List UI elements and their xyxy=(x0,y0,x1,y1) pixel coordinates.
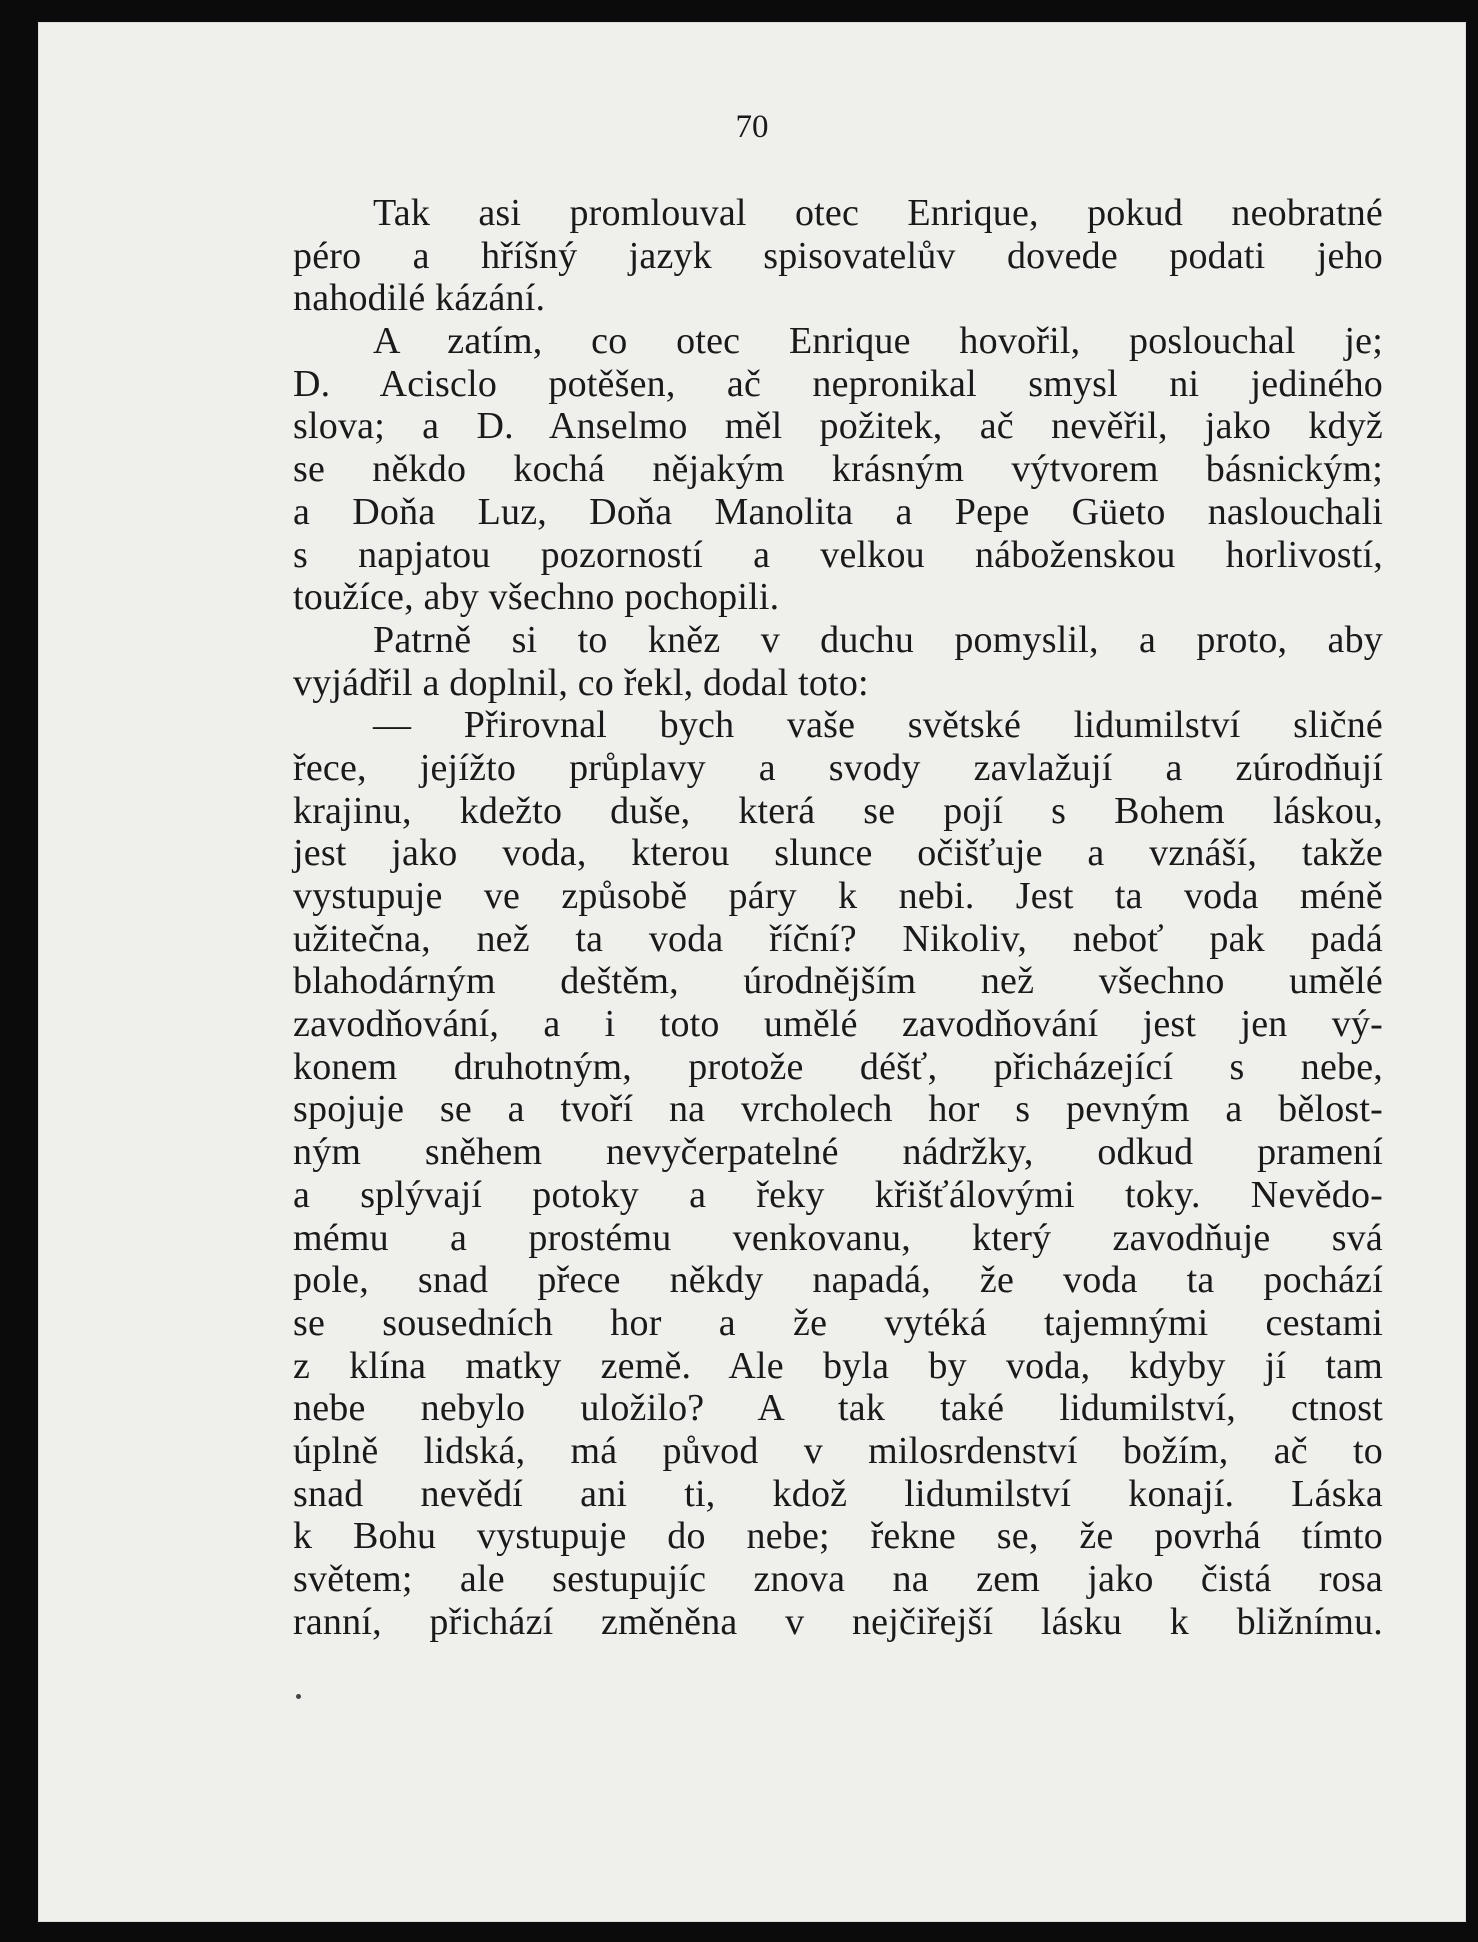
text-line: zavodňování, a i toto umělé zavodňování jest jen vý- xyxy=(293,1003,1383,1046)
text-line: Tak asi promlouval otec Enrique, pokud neobratné xyxy=(373,192,1383,234)
scan-speck xyxy=(296,1694,301,1699)
page-number: 70 xyxy=(735,109,769,145)
text-line: slova; a D. Anselmo měl požitek, ač nevěřil, jako když xyxy=(293,405,1383,448)
text-line: se někdo kochá nějakým krásným výtvorem básnickým; xyxy=(293,448,1383,491)
text-line: blahodárným deštěm, úrodnějším než všechno umělé xyxy=(293,960,1383,1003)
text-line: z klína matky země. Ale byla by voda, kdyby jí tam xyxy=(293,1344,1383,1387)
text-line: vyjádřil a doplnil, co řekl, dodal toto: xyxy=(293,661,869,704)
text-line: ným sněhem nevyčerpatelné nádržky, odkud pramení xyxy=(293,1131,1383,1174)
text-line: krajinu, kdežto duše, která se pojí s Bohem láskou, xyxy=(293,789,1383,832)
text-line: spojuje se a tvoří na vrcholech hor s pevným a bělost- xyxy=(293,1088,1383,1131)
text-line: snad nevědí ani ti, kdož lidumilství konají. Láska xyxy=(293,1472,1383,1515)
text-line: řece, jejížto průplavy a svody zavlažují a zúrodňují xyxy=(293,746,1383,789)
text-line: a splývají potoky a řeky křišťálovými toky. Nevědo- xyxy=(293,1173,1383,1216)
text-line: se sousedních hor a že vytéká tajemnými cestami xyxy=(293,1301,1383,1344)
text-line: užitečna, než ta voda říční? Nikoliv, neboť pak padá xyxy=(293,917,1383,960)
text-line: D. Acisclo potěšen, ač nepronikal smysl ni jediného xyxy=(293,362,1383,405)
text-line: nahodilé kázání. xyxy=(293,277,546,320)
text-line: péro a hříšný jazyk spisovatelův dovede podati jeho xyxy=(293,234,1383,277)
text-line: Patrně si to kněz v duchu pomyslil, a proto, aby xyxy=(373,618,1383,661)
text-line: nebe nebylo uložilo? A tak také lidumilství, ctnost xyxy=(293,1387,1383,1430)
text-line: mému a prostému venkovanu, který zavodňuje svá xyxy=(293,1216,1383,1259)
text-line: úplně lidská, má původ v milosrdenství božím, ač to xyxy=(293,1429,1383,1472)
text-line: pole, snad přece někdy napadá, že voda ta pochází xyxy=(293,1259,1383,1302)
text-line: konem druhotným, protože déšť, přicházející s nebe, xyxy=(293,1045,1383,1088)
text-line: — Přirovnal bych vaše světské lidumilství sličné xyxy=(373,704,1383,747)
text-line: vystupuje ve způsobě páry k nebi. Jest ta voda méně xyxy=(293,875,1383,917)
text-line: světem; ale sestupujíc znova na zem jako čistá rosa xyxy=(293,1558,1383,1600)
text-line: ranní, přichází změněna v nejčiřejší lásku k bližnímu. xyxy=(293,1600,1383,1643)
book-page xyxy=(38,22,1466,1922)
text-line: toužíce, aby všechno pochopili. xyxy=(293,576,780,619)
text-line: a Doňa Luz, Doňa Manolita a Pepe Güeto naslouchali xyxy=(293,490,1383,533)
text-line: k Bohu vystupuje do nebe; řekne se, že povrhá tímto xyxy=(293,1515,1383,1558)
text-line: s napjatou pozorností a velkou náboženskou horlivostí, xyxy=(293,533,1383,576)
text-line: jest jako voda, kterou slunce očišťuje a vznáší, takže xyxy=(293,832,1383,875)
text-line: A zatím, co otec Enrique hovořil, poslouchal je; xyxy=(373,320,1383,363)
body-text xyxy=(293,192,1383,1643)
